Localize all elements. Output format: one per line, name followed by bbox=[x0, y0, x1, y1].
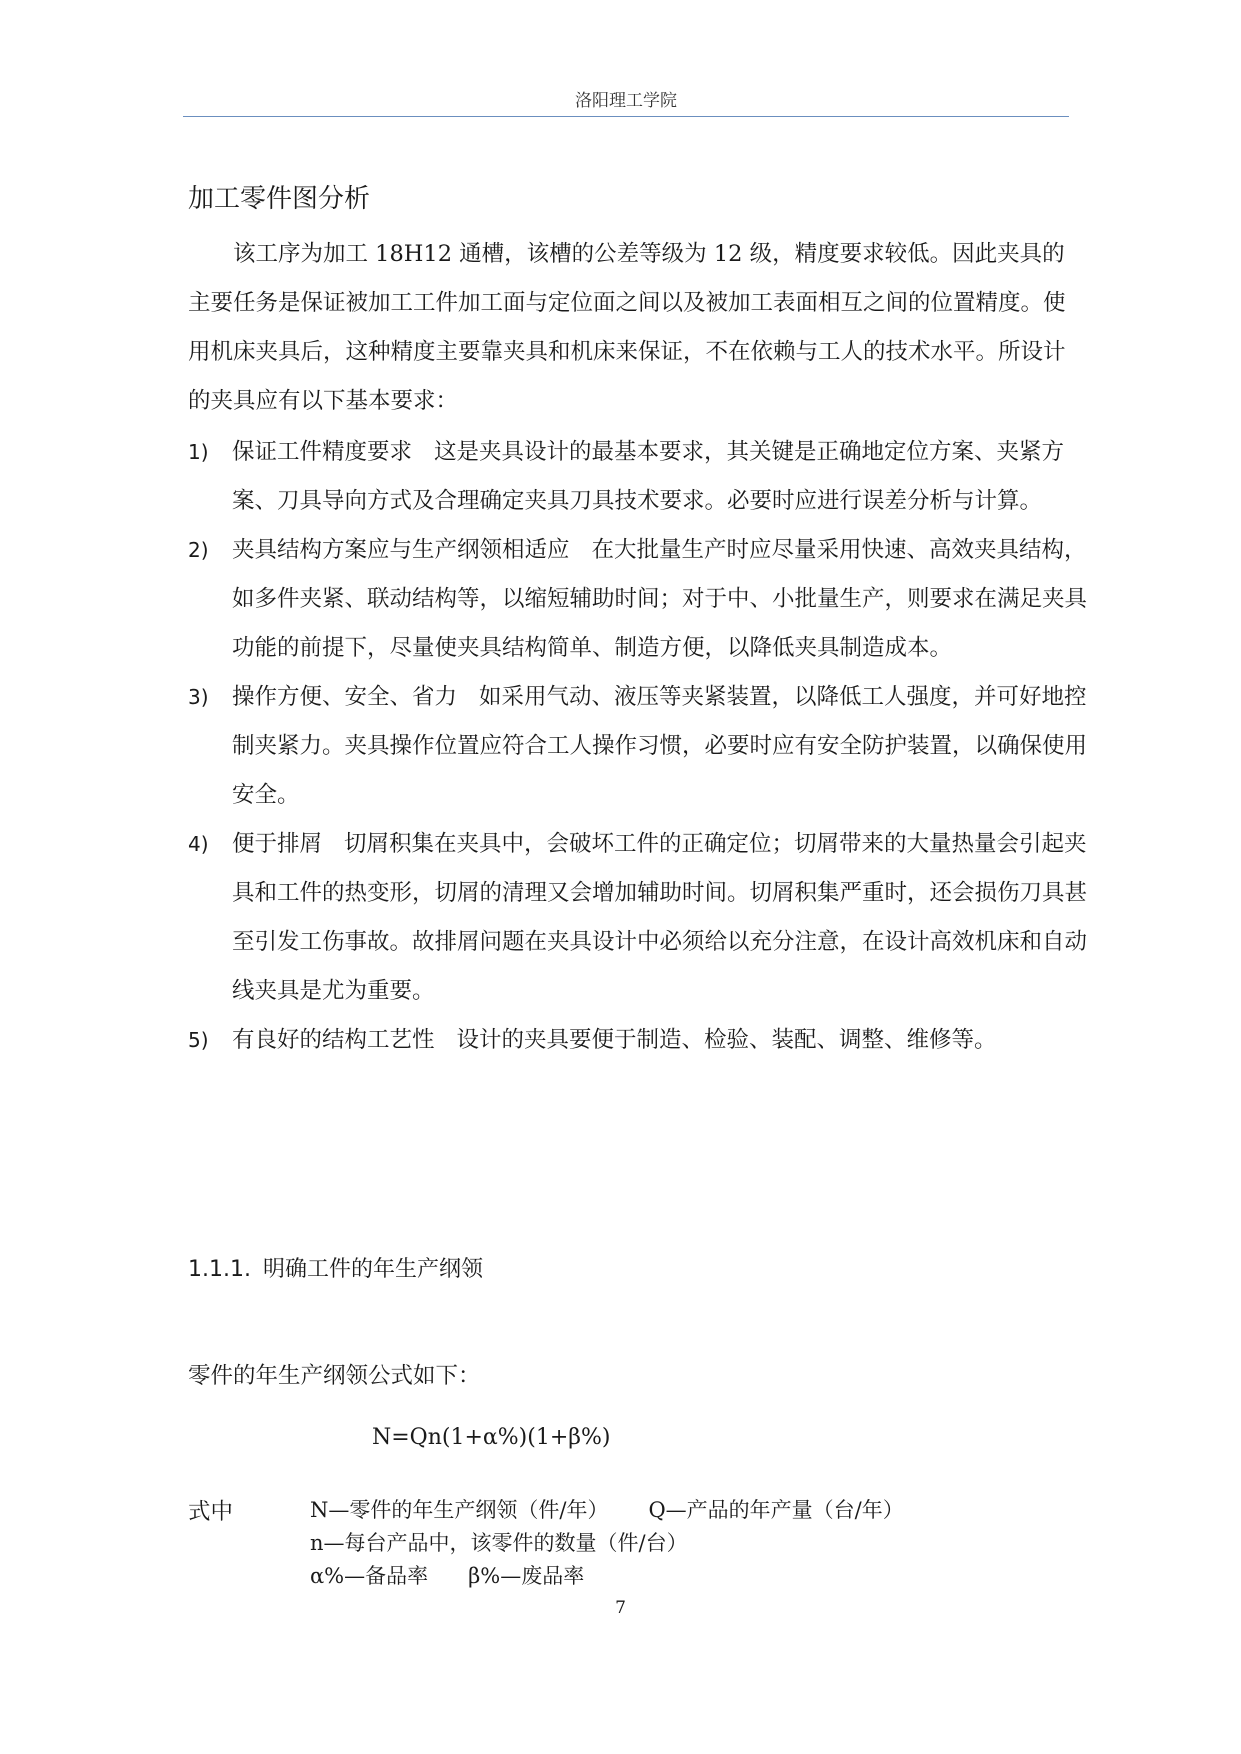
definition-N: N—零件的年生产纲领（件/年） bbox=[310, 1498, 609, 1522]
requirement-item bbox=[188, 820, 1088, 1016]
where-label: 式中 bbox=[188, 1499, 234, 1525]
requirement-number: 2) bbox=[188, 538, 209, 562]
requirement-item bbox=[188, 428, 1088, 526]
requirement-text: 设计的夹具要便于制造、检验、装配、调整、维修等。 bbox=[456, 1027, 997, 1053]
requirement-number: 4) bbox=[188, 832, 209, 856]
page-number: 7 bbox=[615, 1598, 626, 1618]
requirements-list bbox=[188, 428, 1088, 1065]
definitions bbox=[310, 1494, 944, 1593]
requirement-text: 如采用气动、液压等夹紧装置，以降低工人强度，并可好地控制夹紧力。夹具操作位置应符合工人操作习惯，必要时应有安全防护装置，以确保使用安全。 bbox=[232, 684, 1088, 808]
subsection-heading bbox=[188, 1252, 483, 1283]
definition-n: n—每台产品中，该零件的数量（件/台） bbox=[310, 1531, 688, 1555]
definition-Q: Q—产品的年产量（台/年） bbox=[648, 1498, 904, 1522]
requirement-term: 操作方便、安全、省力 bbox=[232, 684, 458, 710]
requirement-term: 便于排屑 bbox=[232, 831, 323, 857]
definition-alpha: α%—备品率 bbox=[310, 1564, 429, 1588]
intro-paragraph: 该工序为加工 18H12 通槽，该槽的公差等级为 12 级，精度要求较低。因此夹具的主要任务是保证被加工工件加工面与定位面之间以及被加工表面相互之间的位置精度。使用机床夹具后，这种精度主要靠夹具和机床来保证，不在依赖与工人的技术水平。所设计的夹具应有以下基本要求： bbox=[188, 241, 1066, 414]
header-rule bbox=[183, 116, 1069, 117]
requirement-item bbox=[188, 1016, 1088, 1065]
requirement-text: 这是夹具设计的最基本要求，其关键是正确地定位方案、夹紧方案、刀具导向方式及合理确定夹具刀具技术要求。必要时应进行误差分析与计算。 bbox=[232, 439, 1065, 514]
requirement-item bbox=[188, 526, 1088, 673]
definition-beta: β%—废品率 bbox=[468, 1564, 585, 1588]
formula: N=Qn(1+α%)(1+β%) bbox=[372, 1425, 611, 1450]
requirement-number: 5) bbox=[188, 1028, 209, 1052]
subsection-title: 明确工件的年生产纲领 bbox=[262, 1257, 483, 1282]
formula-intro: 零件的年生产纲领公式如下： bbox=[188, 1363, 481, 1389]
requirement-term: 保证工件精度要求 bbox=[232, 439, 413, 465]
requirement-text: 切屑积集在夹具中，会破坏工件的正确定位；切屑带来的大量热量会引起夹具和工件的热变形，切屑的清理又会增加辅助时间。切屑积集严重时，还会损伤刀具甚至引发工伤事故。故排屑问题在夹具设计中必须给以充分注意，在设计高效机床和自动线夹具是尤为重要。 bbox=[232, 831, 1088, 1004]
requirement-number: 1) bbox=[188, 440, 209, 464]
requirement-term: 夹具结构方案应与生产纲领相适应 bbox=[232, 537, 570, 563]
subsection-number: 1.1.1. bbox=[188, 1257, 251, 1282]
requirement-term: 有良好的结构工艺性 bbox=[232, 1027, 435, 1053]
page-header: 洛阳理工学院 bbox=[575, 91, 677, 111]
requirement-number: 3) bbox=[188, 685, 209, 709]
requirement-text: 在大批量生产时应尽量采用快速、高效夹具结构，如多件夹紧、联动结构等，以缩短辅助时间；对于中、小批量生产，则要求在满足夹具功能的前提下，尽量使夹具结构简单、制造方便，以降低夹具制造成本。 bbox=[232, 537, 1088, 661]
requirement-item bbox=[188, 673, 1088, 820]
section-title: 加工零件图分析 bbox=[188, 184, 371, 214]
